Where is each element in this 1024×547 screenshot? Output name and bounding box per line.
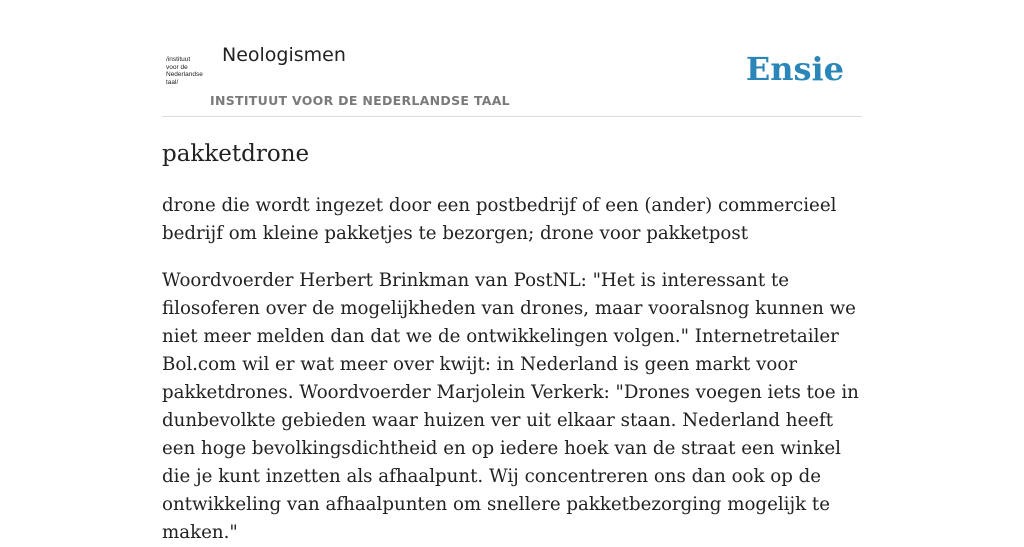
entry-quote: Woordvoerder Herbert Brinkman van PostNL: "Het is interessant te filosoferen over de mogelijkheden van drones, maar vooralsnog kunnen we niet meer melden dan dat we de ontwikkelingen volgen." Internetretailer Bol.com wil er wat meer over kwijt: in Nederland is geen markt voor pakketdrones. Woordvoerder Marjolein Verkerk: "Drones voegen iets toe in dunbevolkte gebieden waar huizen ver uit elkaar staan. Nederland heeft een hoge bevolkingsdichtheid en op iedere hoek van de straat een winkel die je kunt inzetten als afhaalpunt. Wij concentreren ons dan ook op de ontwikkeling van afhaalpunten om snellere pakketbezorging mogelijk te maken." [162, 270, 859, 543]
site-header [162, 0, 862, 117]
logo-line: /instituut [166, 56, 191, 63]
site-title[interactable]: Neologismen [222, 44, 346, 66]
logo-line: voor de [166, 63, 188, 71]
entry-definition: drone die wordt ingezet door een postbedrijf of een (ander) commercieel bedrijf om kleine pakketjes te bezorgen; drone voor pakketpost [162, 195, 837, 244]
ensie-brand-logo[interactable]: Ensie [745, 50, 844, 88]
logo-line: taal/ [166, 78, 179, 86]
ivdnt-logo[interactable] [166, 56, 208, 86]
entry-headword: pakketdrone [162, 141, 310, 167]
site-subtitle: INSTITUUT VOOR DE NEDERLANDSE TAAL [210, 93, 510, 108]
logo-line: Nederlandse [166, 71, 203, 78]
content-container [162, 0, 862, 543]
